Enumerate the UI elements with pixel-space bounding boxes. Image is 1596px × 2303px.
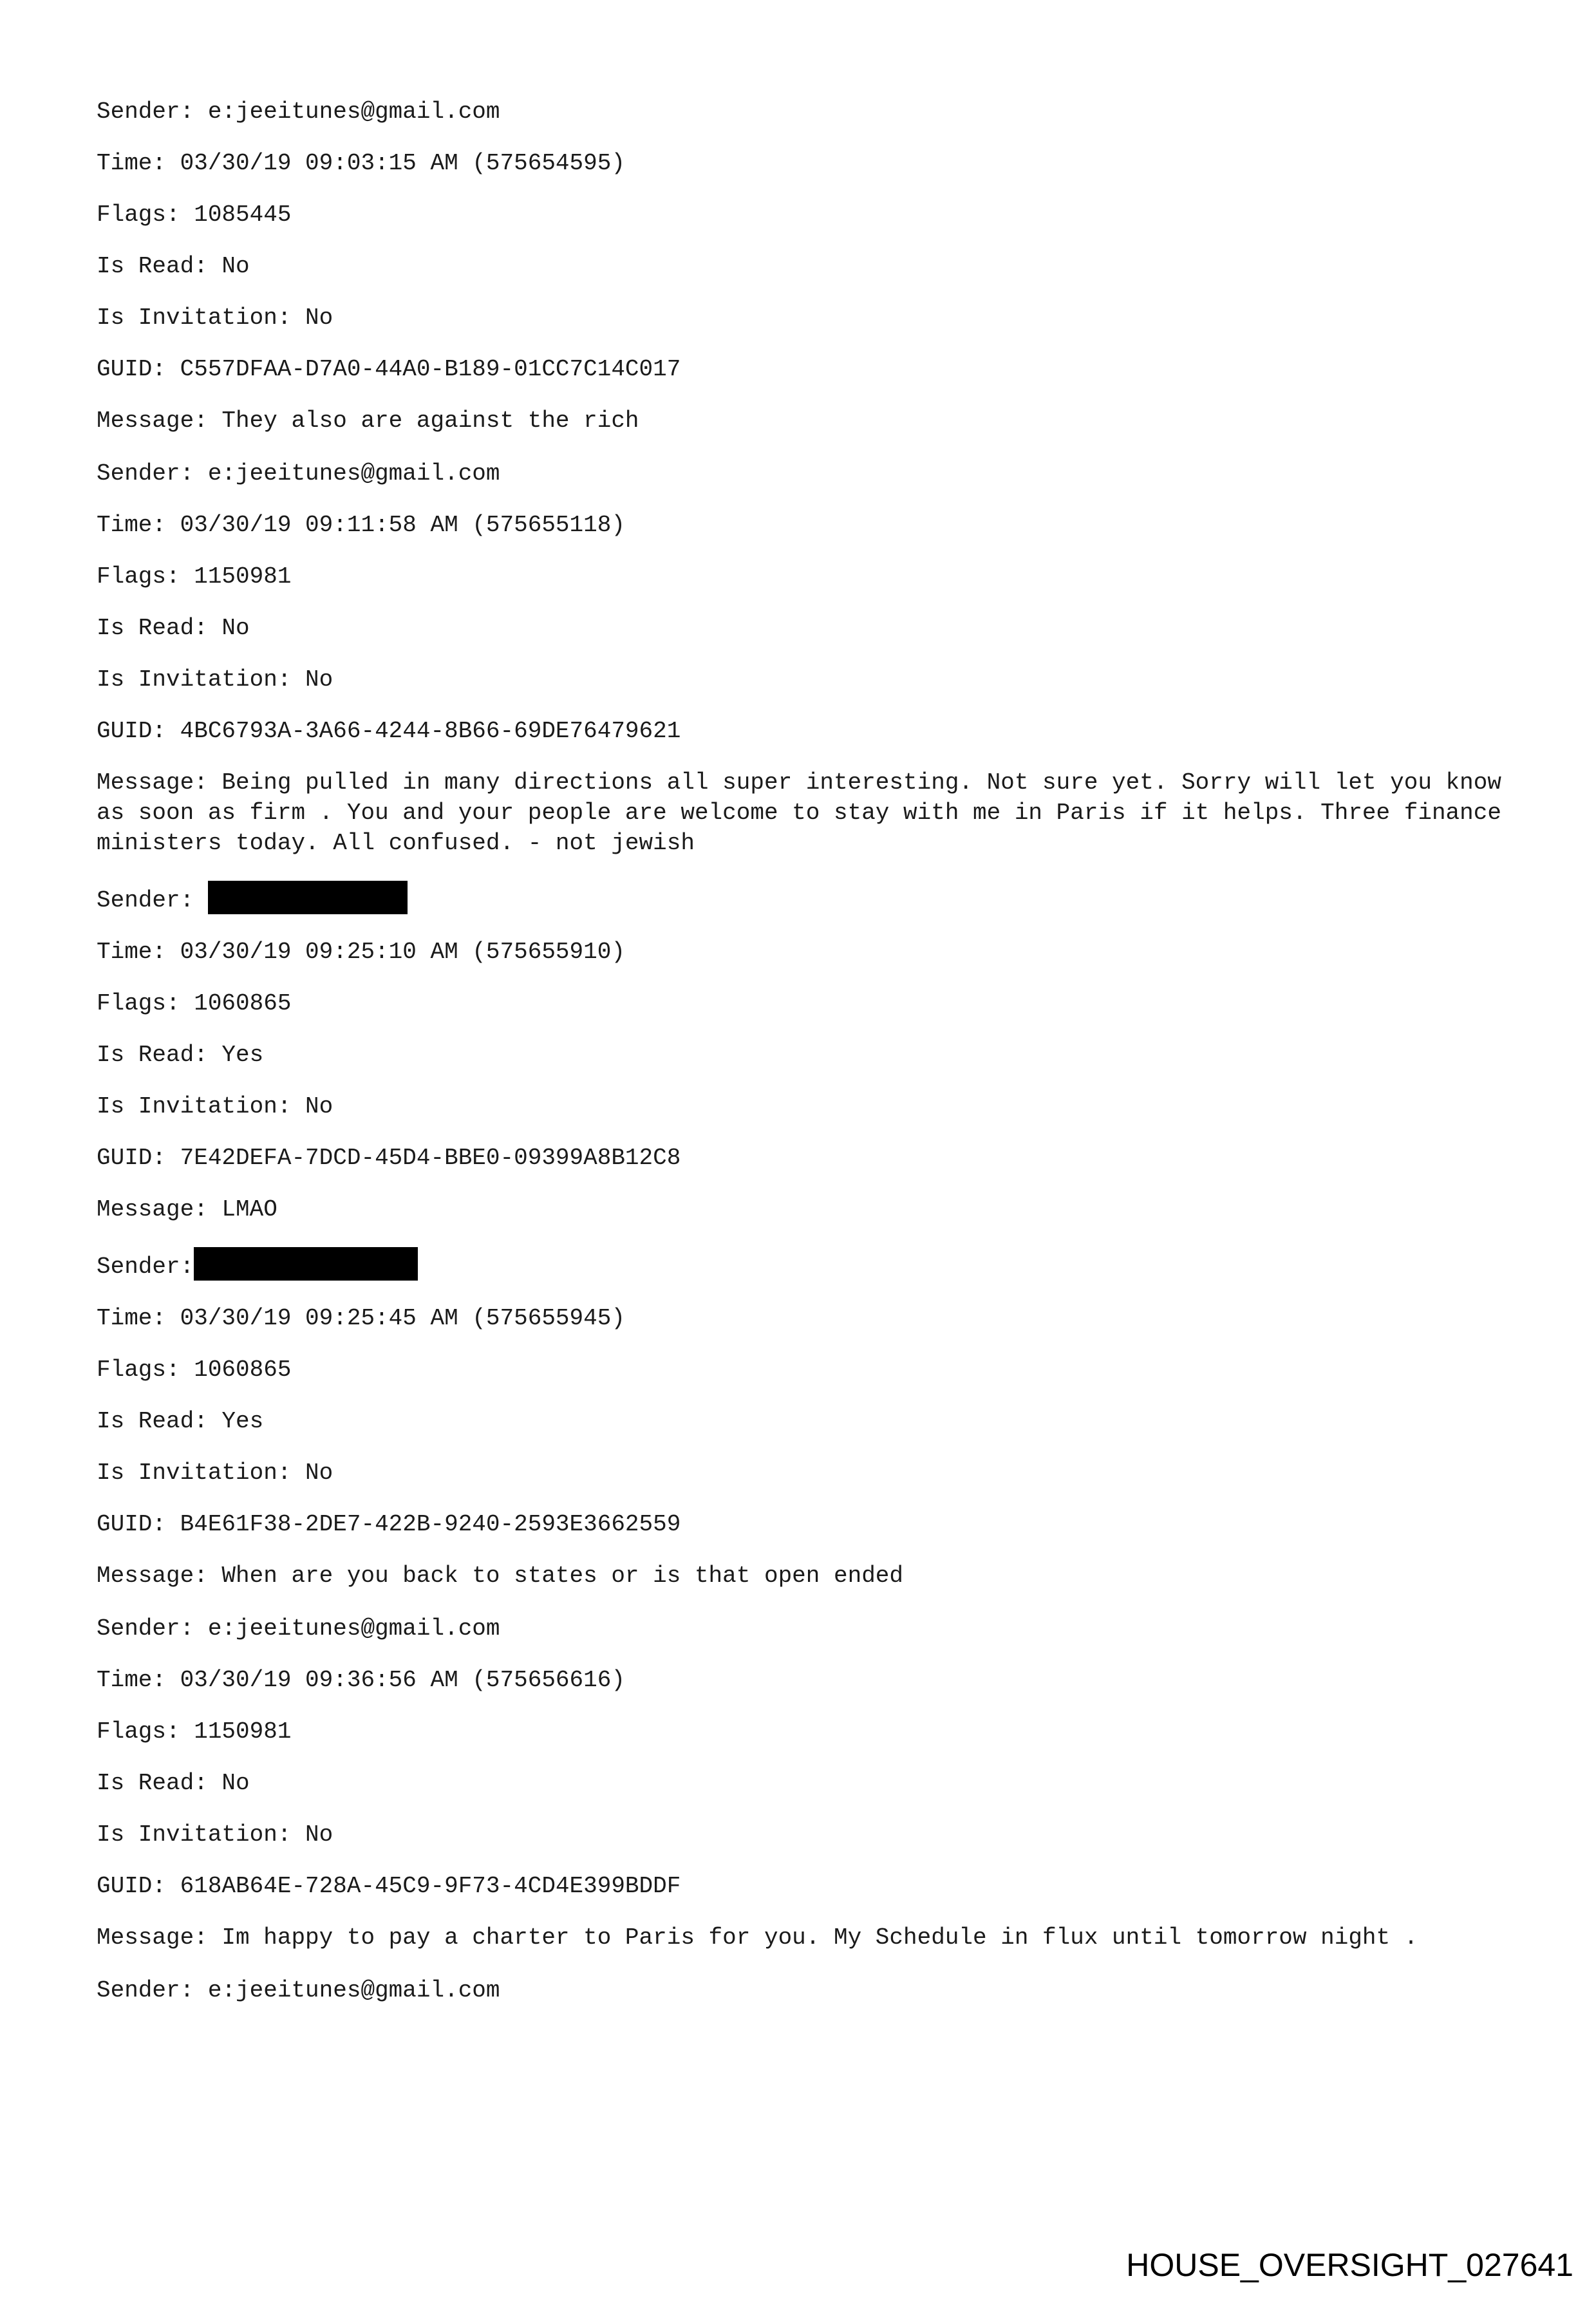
time-line: Time: 03/30/19 09:25:45 AM (575655945) <box>97 1305 625 1331</box>
sender-address: e:jeeitunes@gmail.com <box>207 99 500 125</box>
time-line: Time: 03/30/19 09:11:58 AM (575655118) <box>97 512 625 538</box>
flags-line: Flags: 1085445 <box>97 202 292 228</box>
guid-line: GUID: 7E42DEFA-7DCD-45D4-BBE0-09399A8B12C8 <box>97 1145 681 1171</box>
redaction-box <box>194 1247 418 1281</box>
sender-label: Sender: <box>97 460 208 487</box>
is-invitation-line: Is Invitation: No <box>97 666 333 693</box>
message-log <box>97 97 1516 2028</box>
sender-address: e:jeeitunes@gmail.com <box>207 1977 500 2004</box>
message-record <box>97 458 1516 858</box>
sender-line <box>97 1613 1513 1644</box>
sender-address: e:jeeitunes@gmail.com <box>207 460 500 487</box>
sender-label: Sender: <box>97 1977 208 2004</box>
flags-line: Flags: 1060865 <box>97 1357 292 1383</box>
is-read-line: Is Read: Yes <box>97 1408 264 1434</box>
sender-line <box>97 97 1513 127</box>
guid-line: GUID: 4BC6793A-3A66-4244-8B66-69DE76479621 <box>97 718 681 744</box>
time-line: Time: 03/30/19 09:03:15 AM (575654595) <box>97 150 625 176</box>
sender-line <box>97 1247 1513 1282</box>
message-line: Message: They also are against the rich <box>97 408 639 434</box>
guid-line: GUID: C557DFAA-D7A0-44A0-B189-01CC7C14C017 <box>97 356 681 382</box>
sender-address: e:jeeitunes@gmail.com <box>207 1615 500 1642</box>
message-record <box>97 97 1513 436</box>
flags-line: Flags: 1150981 <box>97 563 292 590</box>
message-line: Message: Im happy to pay a charter to Paris for you. My Schedule in flux until tomorrow night . <box>97 1924 1418 1951</box>
sender-line <box>97 1975 1513 2006</box>
message-record <box>97 881 1513 1225</box>
sender-line <box>97 458 1513 489</box>
is-read-line: Is Read: Yes <box>97 1042 264 1068</box>
sender-line <box>97 881 1513 916</box>
flags-line: Flags: 1060865 <box>97 990 292 1017</box>
guid-line: GUID: 618AB64E-728A-45C9-9F73-4CD4E399BDDF <box>97 1873 681 1899</box>
guid-line: GUID: B4E61F38-2DE7-422B-9240-2593E3662559 <box>97 1511 681 1537</box>
message-line: Message: Being pulled in many directions all super interesting. Not sure yet. Sorry will let you know as soon as firm . You and your people are welcome to stay with me in Paris if it helps. Three finance ministers today. All confused. - not jewish <box>97 769 1516 856</box>
time-line: Time: 03/30/19 09:25:10 AM (575655910) <box>97 939 625 965</box>
is-read-line: Is Read: No <box>97 615 250 641</box>
sender-label: Sender: <box>97 887 208 914</box>
message-line: Message: LMAO <box>97 1196 277 1223</box>
sender-label: Sender: <box>97 1615 208 1642</box>
is-invitation-line: Is Invitation: No <box>97 1821 333 1848</box>
message-record <box>97 1247 1513 1591</box>
message-line: Message: When are you back to states or is that open ended <box>97 1563 904 1589</box>
sender-label: Sender: <box>97 99 208 125</box>
flags-line: Flags: 1150981 <box>97 1718 292 1745</box>
bates-number: HOUSE_OVERSIGHT_027641 <box>1126 2247 1573 2283</box>
sender-label: Sender: <box>97 1254 194 1280</box>
is-invitation-line: Is Invitation: No <box>97 1460 333 1486</box>
redaction-box <box>208 881 408 914</box>
message-record <box>97 1975 1513 2006</box>
time-line: Time: 03/30/19 09:36:56 AM (575656616) <box>97 1667 625 1693</box>
is-invitation-line: Is Invitation: No <box>97 305 333 331</box>
is-invitation-line: Is Invitation: No <box>97 1093 333 1120</box>
is-read-line: Is Read: No <box>97 253 250 279</box>
message-record <box>97 1613 1513 1953</box>
is-read-line: Is Read: No <box>97 1770 250 1796</box>
